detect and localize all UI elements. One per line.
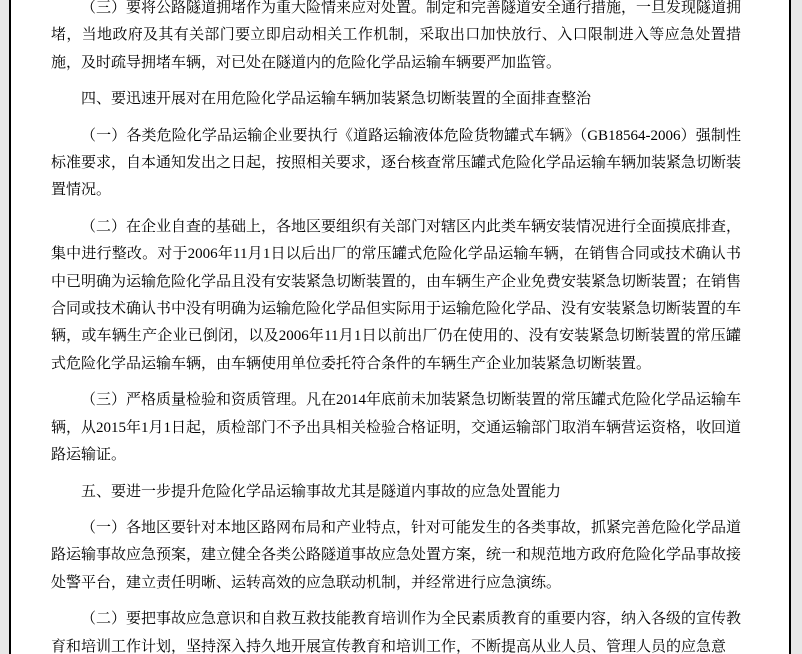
document-page [9, 0, 791, 654]
document-text [11, 0, 789, 654]
paragraph: （三）要将公路隧道拥堵作为重大险情来应对处置。制定和完善隧道安全通行措施，一旦发现隧道拥堵，当地政府及其有关部门要立即启动相关工作机制，采取出口加快放行、入口限制进入等应急处置措施，及时疏导拥堵车辆，对已处在隧道内的危险化学品运输车辆要严加监管。 [51, 0, 742, 71]
paragraph: （一）各地区要针对本地区路网布局和产业特点，针对可能发生的各类事故，抓紧完善危险化学品道路运输事故应急预案，建立健全各类公路隧道事故应急处置方案，统一和规范地方政府危险化学品事故接处警平台，建立责任明晰、运转高效的应急联动机制，并经常进行应急演练。 [51, 519, 742, 591]
paragraph: （二）要把事故应急意识和自救互救技能教育培训作为全民素质教育的重要内容，纳入各级的宣传教育和培训工作计划，坚持深入持久地开展宣传教育和培训工作，不断提高从业人员、管理人员的应急意 [51, 611, 742, 654]
section-heading: 五、要进一步提升危险化学品运输事故尤其是隧道内事故的应急处置能力 [81, 483, 562, 500]
paragraph: （一）各类危险化学品运输企业要执行《道路运输液体危险货物罐式车辆》（GB18564-2006）强制性标准要求，自本通知发出之日起，按照相关要求，逐台核查常压罐式危险化学品运输车辆加装紧急切断装置情况。 [51, 127, 742, 199]
paragraph: （二）在企业自查的基础上，各地区要组织有关部门对辖区内此类车辆安装情况进行全面摸底排查，集中进行整改。对于2006年11月1日以后出厂的常压罐式危险化学品运输车辆，在销售合同或技术确认书中已明确为运输危险化学品且没有安装紧急切断装置的，由车辆生产企业免费安装紧急切断装置；在销售合同或技术确认书中没有明确为运输危险化学品但实际用于运输危险化学品、没有安装紧急切断装置的车辆，或车辆生产企业已倒闭，以及2006年11月1日以前出厂仍在使用的、没有安装紧急切断装置的常压罐式危险化学品运输车辆，由车辆使用单位委托符合条件的车辆生产企业加装紧急切断装置。 [51, 218, 742, 372]
paragraph: （三）严格质量检验和资质管理。凡在2014年底前未加装紧急切断装置的常压罐式危险化学品运输车辆，从2015年1月1日起，质检部门不予出具相关检验合格证明，交通运输部门取消车辆营运资格，收回道路运输证。 [51, 392, 742, 464]
section-heading: 四、要迅速开展对在用危险化学品运输车辆加装紧急切断装置的全面排查整治 [81, 91, 592, 108]
